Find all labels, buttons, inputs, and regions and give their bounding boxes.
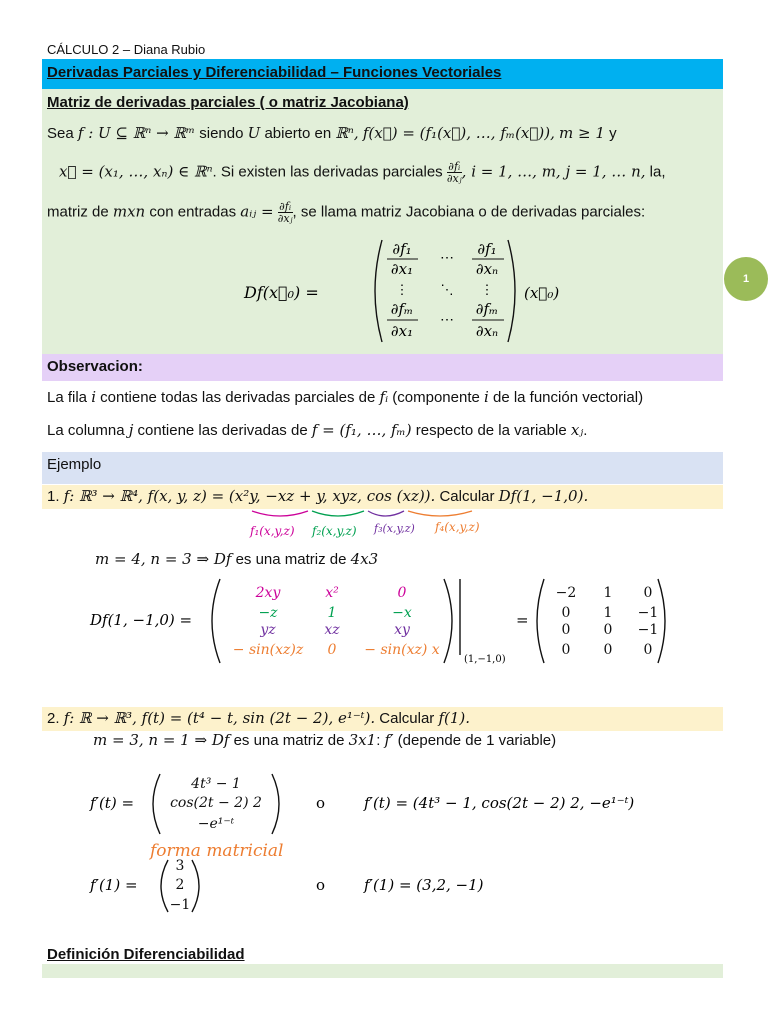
- ex2-lhs: f′(t) =: [90, 794, 135, 812]
- observacion-heading: Observacion:: [47, 358, 143, 375]
- brace-f1: [252, 511, 308, 516]
- ex2b-left-paren: [161, 860, 168, 912]
- ex2-value-entry-3: −1: [169, 897, 191, 913]
- example-1-matrix: [88, 575, 688, 667]
- ex1-entry-r2c1: −z: [258, 605, 278, 621]
- ex2-col-entry-1: 4t³ − 1: [191, 776, 241, 792]
- ex1-result-r2c2: 1: [603, 605, 613, 621]
- ex1-entry-r3c1: yz: [260, 622, 276, 638]
- jacobian-matrix: [242, 234, 572, 349]
- ex1-entry-r4c2: 0: [327, 642, 337, 658]
- hand-f2: f₂(x,y,z): [312, 524, 357, 538]
- observacion-row-text: La fila i contiene todas las derivadas parciales de fᵢ (componente i de la función vectorial): [47, 388, 644, 406]
- m32: ⋯: [440, 312, 454, 328]
- hand-forma-matricial: forma matricial: [150, 841, 284, 861]
- section-title: Derivadas Parciales y Diferenciabilidad – Funciones Vectoriales: [47, 64, 502, 81]
- ex1-result-r3c1: 0: [561, 622, 571, 638]
- ex2-row-form: f′(t) = (4t³ − 1, cos(2t − 2) 2, −e¹⁻ᵗ): [364, 794, 635, 812]
- ex2-right-paren: [272, 774, 279, 834]
- example-1-dimensions: m = 4, n = 3 ⇒ Df es una matriz de 4x3: [95, 550, 379, 568]
- ejemplo-label: Ejemplo: [47, 456, 102, 473]
- m22: ⋱: [440, 283, 454, 298]
- ex1-result-r2c3: −1: [637, 605, 659, 621]
- m13-den: ∂xₙ: [475, 260, 499, 278]
- jacobian-heading: Matriz de derivadas parciales ( o matriz Jacobiana): [47, 94, 409, 111]
- ex1-lhs: Df(1, −1,0) =: [90, 611, 193, 629]
- example-2-derivatives: [88, 770, 688, 920]
- partial-fraction: $\frac{\text{∂fᵢ}}{\text{∂xⱼ}}$: [446, 160, 462, 185]
- ex2-row-form-2: f′(1) = (3,2, −1): [364, 876, 484, 894]
- ex1-entry-r4c1: − sin(xz)z: [232, 642, 304, 658]
- example-2-band: [42, 707, 723, 731]
- definicion-band: [42, 964, 723, 978]
- observacion-column-text: La columna j contiene las derivadas de f = (f₁, …, fₘ) respecto de la variable xⱼ.: [47, 421, 588, 439]
- ex1-entry-r1c2: x²: [325, 585, 339, 601]
- ex1-result-r1c2: 1: [603, 585, 613, 601]
- definicion-heading: Definición Diferenciabilidad: [47, 946, 245, 963]
- jacobian-line-1: Sea f : U ⊆ ℝⁿ → ℝᵐ siendo U abierto en ℝⁿ, f(x⃗) = (f₁(x⃗), …, fₘ(x⃗)), m ≥ 1 y: [47, 124, 617, 142]
- ex1-entry-r1c1: 2xy: [255, 585, 281, 601]
- observacion-band: [42, 354, 723, 381]
- example-1-statement: 1. f: ℝ³ → ℝ⁴, f(x, y, z) = (x²y, −xz + y, xyz, cos (xz)). Calcular Df(1, −1,0).: [47, 487, 589, 505]
- ex1-result-r1c1: −2: [555, 585, 577, 601]
- ex2-left-paren: [153, 774, 160, 834]
- ex1-result-r4c3: 0: [643, 642, 653, 658]
- m11-num: ∂f₁: [392, 240, 412, 258]
- m21: ⋮: [395, 283, 409, 298]
- jacobian-section: [42, 89, 723, 354]
- ex1-result-r4c2: 0: [603, 642, 613, 658]
- component-annotations: [240, 505, 510, 545]
- aij-fraction: $\frac{\text{∂fᵢ}}{\text{∂xⱼ}}$: [277, 200, 293, 225]
- hand-f3: f₃(x,y,z): [374, 522, 415, 535]
- ex1-entry-r4c3: − sin(xz) x: [364, 642, 440, 658]
- example-2-dimensions: m = 3, n = 1 ⇒ Df es una matriz de 3x1: f′ (depende de 1 variable): [93, 731, 557, 749]
- jacobian-line-3: matriz de mxn con entradas aᵢⱼ = $\frac{\text{∂fᵢ}}{\text{∂xⱼ}}$ , se llama matriz Jacobiana o de derivadas parciales:: [47, 200, 646, 225]
- ex1-eq: =: [516, 611, 529, 629]
- ex2b-right-paren: [192, 860, 199, 912]
- matrix-lhs: Df(x⃗₀) =: [244, 283, 319, 302]
- ex1-result-r3c2: 0: [603, 622, 613, 638]
- m33-den: ∂xₙ: [475, 322, 499, 340]
- ex1-right-paren: [444, 579, 452, 663]
- ex1-result-entries: [556, 585, 659, 658]
- ex2-col-entry-3: −e¹⁻ᵗ: [197, 816, 235, 832]
- hand-f4: f₄(x,y,z): [435, 520, 480, 534]
- ex1-result-r3c3: −1: [637, 622, 659, 638]
- ex1-entry-r3c2: xz: [324, 622, 340, 638]
- example-2-statement: 2. f: ℝ → ℝ³, f(t) = (t⁴ − t, sin (2t − 2), e¹⁻ᵗ). Calcular f(1).: [47, 709, 471, 727]
- ex1-result-r2c1: 0: [561, 605, 571, 621]
- ex2-col-entry-2: cos(2t − 2) 2: [170, 795, 262, 811]
- ex1-result-r1c3: 0: [643, 585, 653, 601]
- or-1: o: [316, 794, 326, 812]
- m31-den: ∂x₁: [390, 322, 414, 340]
- right-paren: [508, 240, 515, 342]
- page-number-badge: 1: [724, 257, 768, 301]
- ex1-entry-r1c3: 0: [397, 585, 407, 601]
- matrix-rhs: (x⃗₀): [524, 284, 560, 302]
- m12: ⋯: [440, 250, 454, 266]
- left-paren: [375, 240, 382, 342]
- m11-den: ∂x₁: [390, 260, 414, 278]
- ejemplo-band: [42, 452, 723, 484]
- ex1-result-r4c1: 0: [561, 642, 571, 658]
- m13-num: ∂f₁: [477, 240, 497, 258]
- ex1-result-left-paren: [537, 579, 544, 663]
- document-header: CÁLCULO 2 – Diana Rubio: [47, 42, 206, 57]
- ex2-lhs-2: f′(1) =: [90, 876, 138, 894]
- ex1-entry-r2c2: 1: [327, 605, 337, 621]
- ex2-value-entry-1: 3: [175, 858, 185, 874]
- ex1-left-entries: [233, 585, 440, 658]
- ex2-value-entry-2: 2: [175, 877, 185, 893]
- ex2-value-entries: [170, 858, 191, 913]
- ex1-entry-r3c3: xy: [394, 622, 410, 638]
- brace-f4: [408, 511, 472, 516]
- jacobian-line-2: x⃗ = (x₁, …, xₙ) ∈ ℝⁿ. Si existen las derivadas parciales $\frac{\text{∂fᵢ}}{\text{∂xⱼ}}$ , i = 1, …, m, j = 1, … n, la,: [59, 160, 666, 185]
- or-2: o: [316, 876, 326, 894]
- ex1-entry-r2c3: −x: [392, 605, 412, 621]
- brace-f2: [312, 511, 364, 516]
- m33-num: ∂fₘ: [475, 300, 499, 318]
- ex2-column-entries: [170, 776, 262, 832]
- m23: ⋮: [480, 283, 494, 298]
- hand-f1: f₁(x,y,z): [250, 524, 295, 538]
- section-title-band: [42, 59, 723, 89]
- eval-point: (1,−1,0): [464, 654, 506, 665]
- brace-f3: [368, 511, 404, 516]
- ex1-result-right-paren: [658, 579, 665, 663]
- m31-num: ∂fₘ: [390, 300, 414, 318]
- ex1-left-paren: [212, 579, 220, 663]
